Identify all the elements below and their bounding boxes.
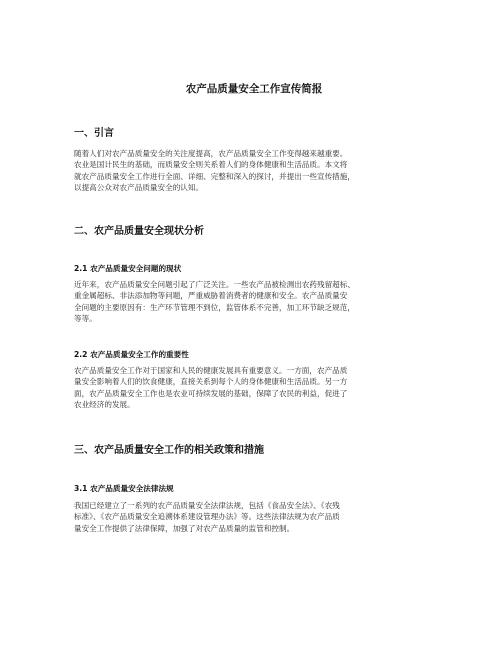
text-line: 量安全工作提供了法律保障，加强了对农产品质量的监管和控制。	[74, 523, 295, 533]
text-line: 标准》、《农产品质量安全追溯体系建设管理办法》等。这些法律法规为农产品质	[74, 512, 340, 522]
text-line: 农业经济的发展。	[74, 399, 135, 409]
paragraph-2-1	[74, 279, 438, 324]
text-line: 全问题的主要原因有：生产环节管理不到位，监管体系不完善，加工环节缺乏规范，	[74, 302, 355, 312]
text-line: 随着人们对农产品质量安全的关注度提高，农产品质量安全工作变得越来越重要。	[74, 149, 348, 158]
paragraph-3-1	[74, 500, 438, 534]
text-line: 就农产品质量安全工作进行全面、详细、完整和深入的探讨，并提出一些宣传措施，	[74, 171, 355, 181]
section-heading-intro: 一、引言	[74, 128, 114, 139]
text-line: 以提高公众对农产品质量安全的认知。	[74, 182, 204, 192]
text-line: 重金属超标、非法添加物等问题，严重威胁着消费者的健康和安全。农产品质量安	[74, 291, 348, 301]
text-line: 量安全影响着人们的饮食健康，直接关系到每个人的身体健康和生活品质。另一方	[74, 377, 348, 387]
section-heading-policies: 三、农产品质量安全工作的相关政策和措施	[74, 445, 264, 456]
text-line: 我国已经建立了一系列的农产品质量安全法律法规，包括《食品安全法》、《农残	[74, 501, 340, 510]
text-line: 近年来，农产品质量安全问题引起了广泛关注。一些农产品被检测出农药残留超标、	[74, 280, 355, 289]
text-line: 等等。	[74, 313, 97, 323]
subsection-heading-3-1: 3.1 农产品质量安全法律法规	[74, 484, 174, 493]
text-line: 面，农产品质量安全工作也是农业可持续发展的基础，保障了农民的利益，促进了	[74, 388, 348, 398]
subsection-heading-2-2: 2.2 农产品质量安全工作的重要性	[74, 350, 189, 359]
text-line: 农业是国计民生的基础，而质量安全则关系着人们的身体健康和生活品质。本文将	[74, 160, 348, 170]
text-line: 农产品质量安全工作对于国家和人民的健康发展具有重要意义。一方面，农产品质	[74, 366, 348, 375]
section-heading-status: 二、农产品质量安全现状分析	[74, 226, 204, 237]
paragraph-2-2	[74, 365, 438, 410]
subsection-heading-2-1: 2.1 农产品质量安全问题的现状	[74, 264, 182, 273]
intro-paragraph	[74, 148, 438, 193]
document-title: 农产品质量安全工作宣传简报	[185, 83, 323, 95]
